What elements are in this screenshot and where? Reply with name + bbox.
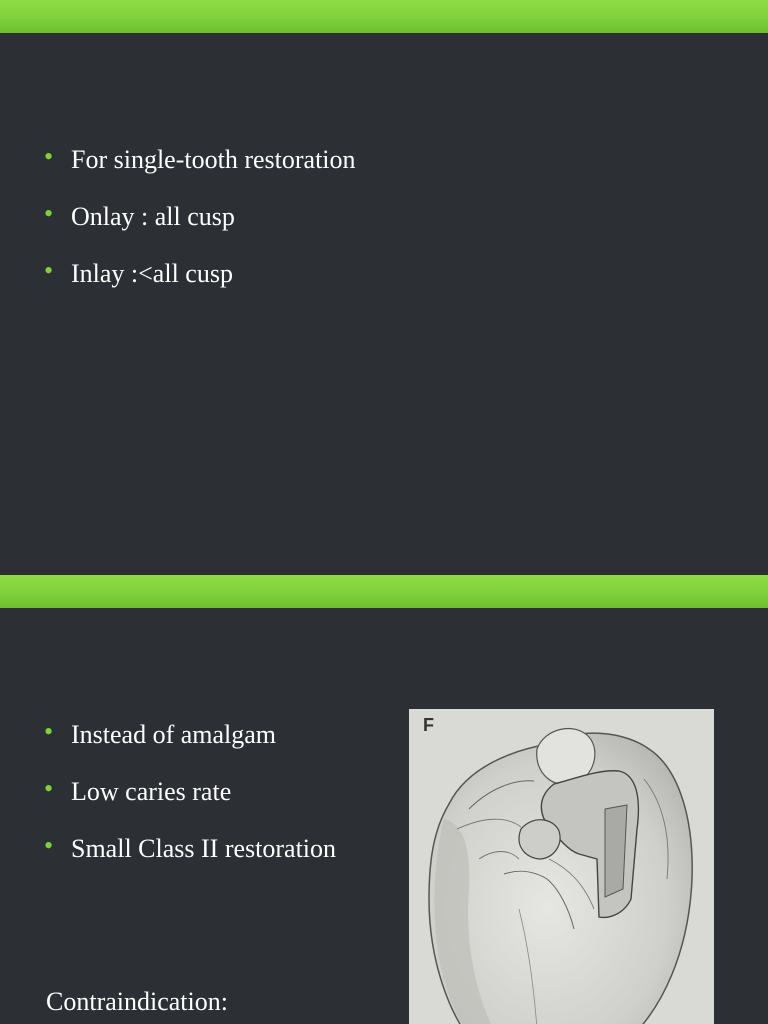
bullet-icon: • [44, 199, 54, 228]
bullet-text: Inlay :<all cusp [71, 259, 233, 288]
bullet-item [44, 138, 356, 181]
contraindication-heading: Contraindication: [46, 987, 228, 1016]
bullet-text: Onlay : all cusp [71, 202, 235, 231]
bullet-icon: • [44, 256, 54, 285]
bullet-text: Instead of amalgam [71, 720, 277, 749]
bullet-text: For single-tooth restoration [71, 145, 356, 174]
bullet-item [44, 195, 356, 238]
slide-2 [0, 575, 768, 1024]
bullet-text: Low caries rate [71, 777, 232, 806]
bullet-list [44, 713, 364, 884]
bullet-icon: • [44, 831, 54, 860]
bullet-icon: • [44, 142, 54, 171]
figure-label: F [423, 715, 434, 735]
accent-bar [0, 0, 768, 33]
bullet-item [44, 713, 364, 756]
bullet-list [44, 138, 356, 309]
bullet-item [44, 827, 364, 870]
bullet-item [44, 770, 364, 813]
tooth-drawing-icon [409, 709, 714, 1024]
bullet-item [44, 252, 356, 295]
bullet-icon: • [44, 774, 54, 803]
accent-bar [0, 575, 768, 608]
bullet-icon: • [44, 717, 54, 746]
bullet-text: Small Class II restoration [71, 834, 337, 863]
tooth-illustration [409, 709, 714, 1024]
